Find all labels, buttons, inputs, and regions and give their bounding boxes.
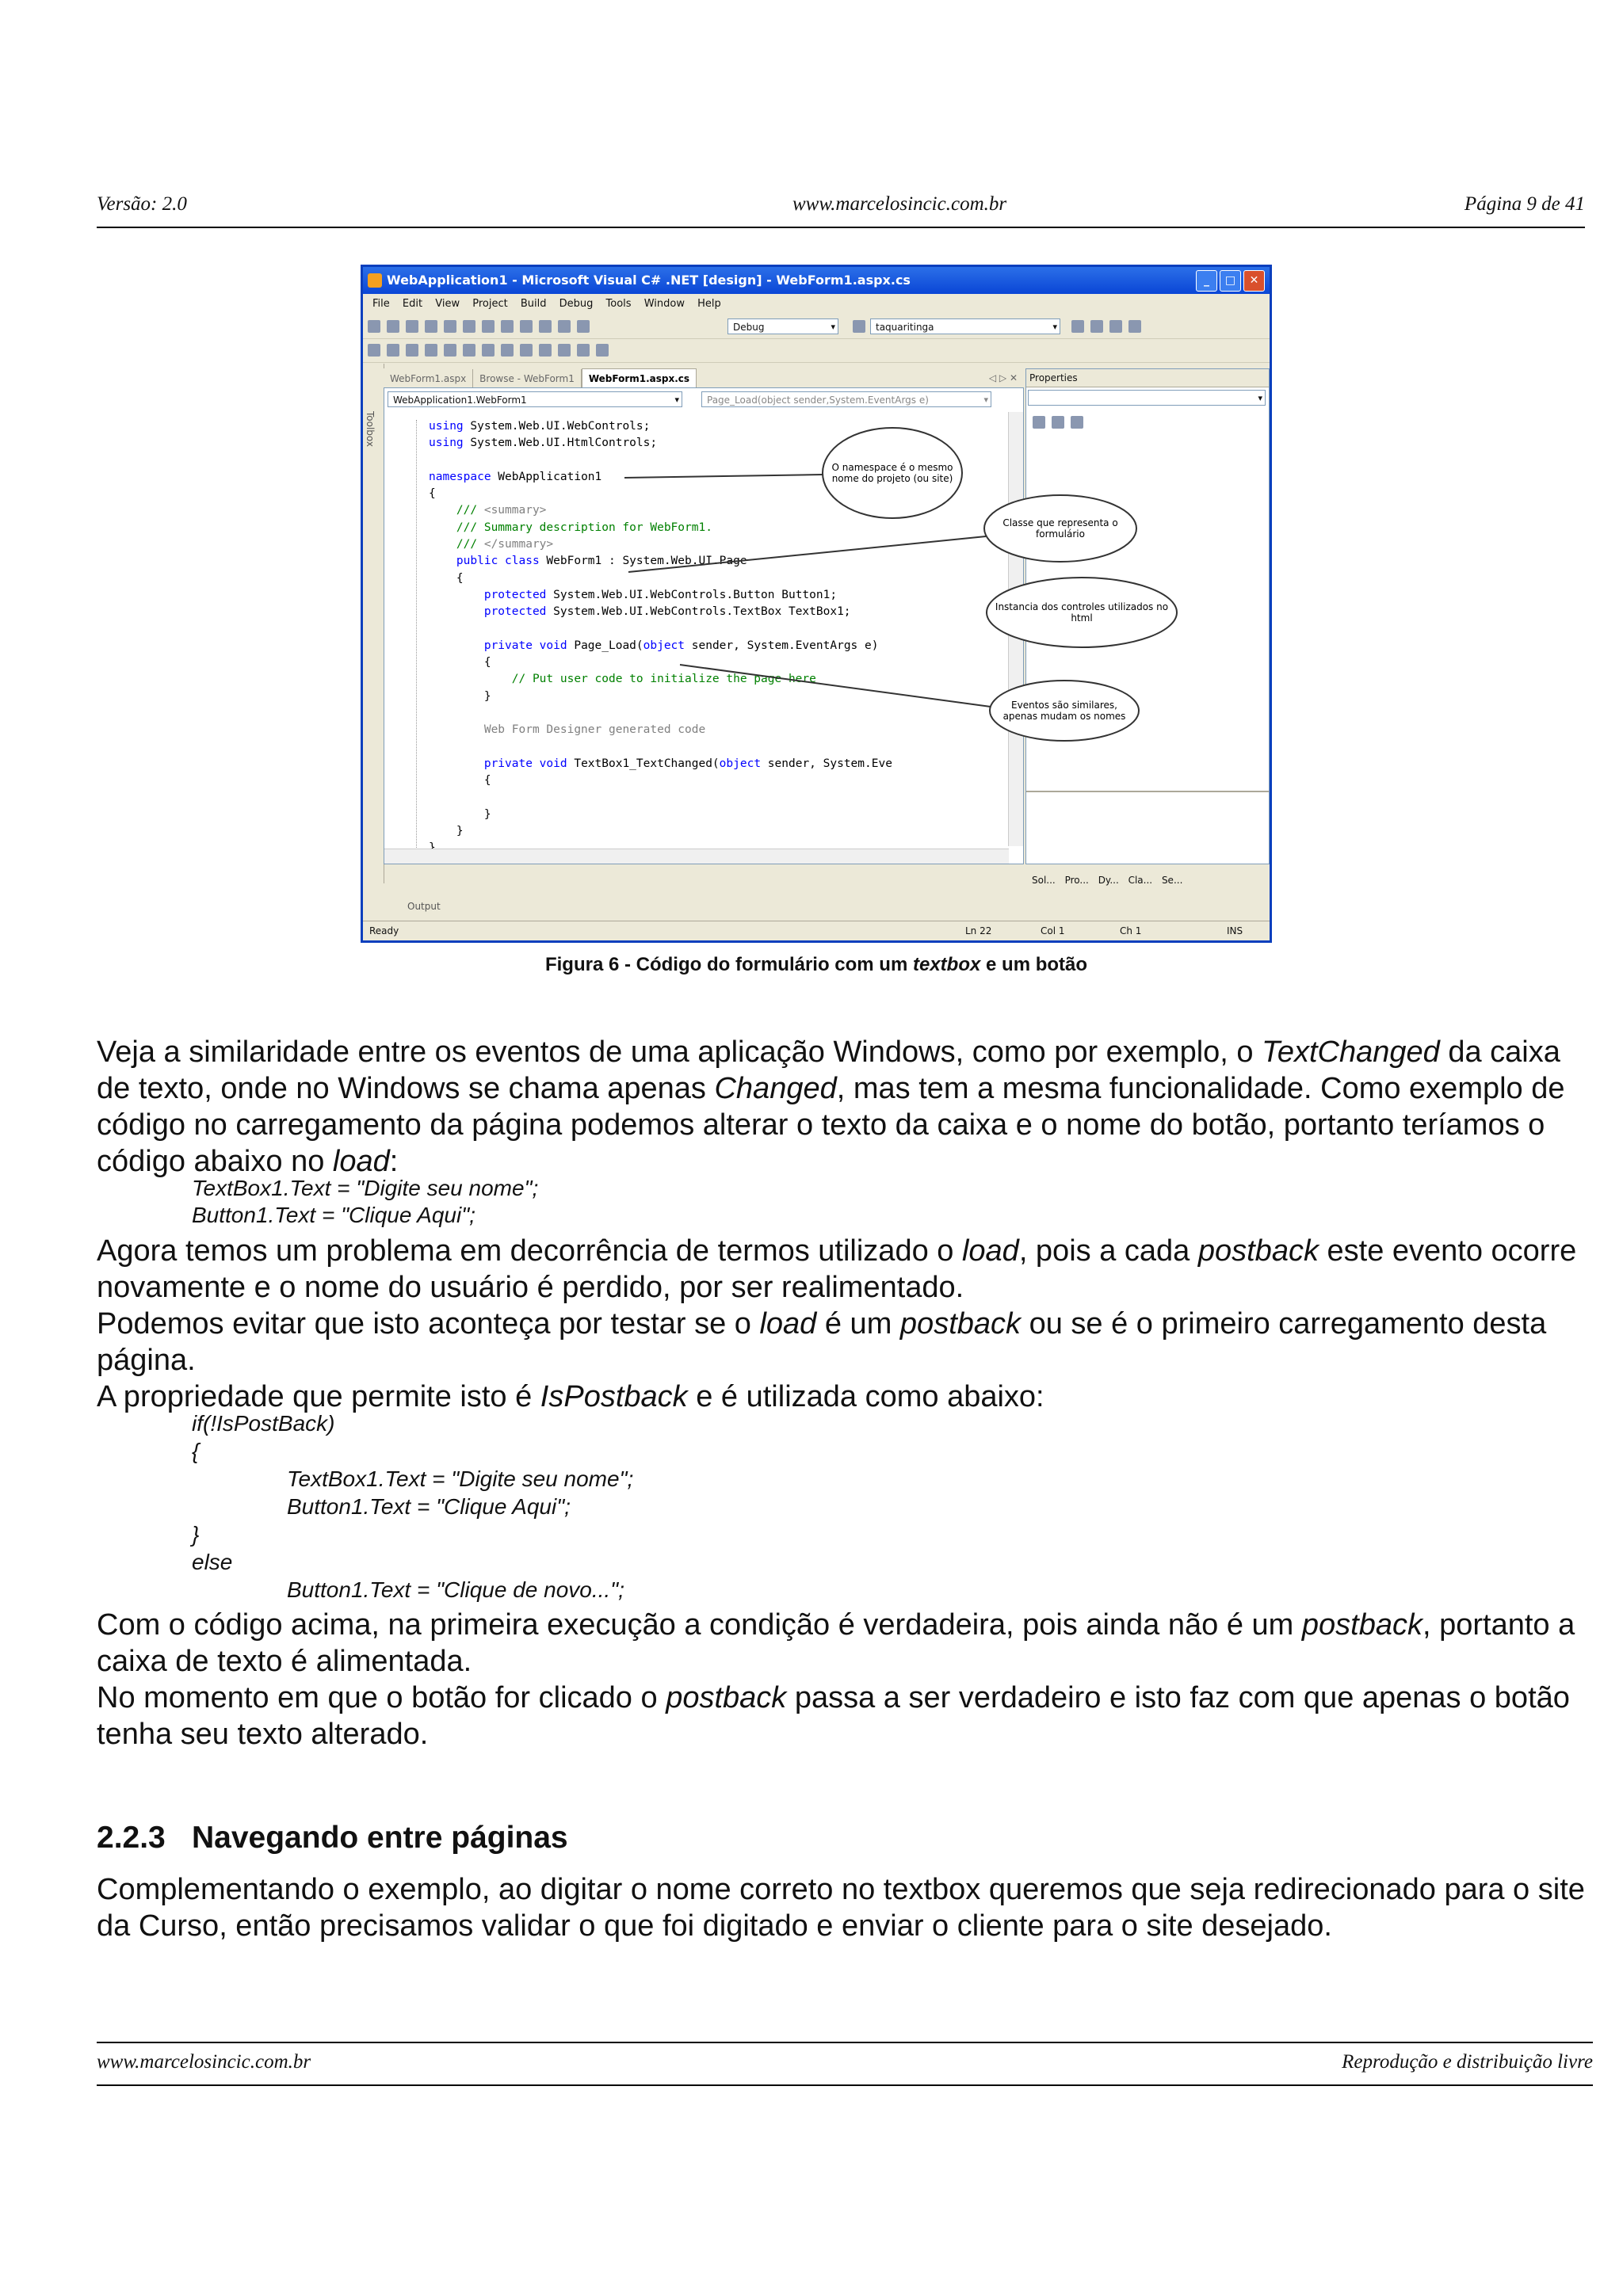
tab-dynamic-help[interactable]: Dy... <box>1098 875 1119 886</box>
paragraph-1 <box>97 1034 1587 1180</box>
ide-screenshot <box>361 265 1272 943</box>
italic-term: TextChanged <box>1262 1035 1440 1069</box>
menu-debug[interactable]: Debug <box>559 298 594 310</box>
code-token: </summary> <box>483 538 554 551</box>
code1-line-2: Button1.Text = "Clique Aqui"; <box>192 1203 475 1227</box>
italic-term: load <box>332 1145 390 1178</box>
code-token: public class <box>456 555 540 568</box>
class-combo[interactable]: WebApplication1.WebForm1 ▾ <box>388 391 682 407</box>
events-note: Eventos são similares, apenas mudam os nomes <box>1002 700 1126 722</box>
namespace-callout-line <box>624 475 823 478</box>
header-version: Versão: 2.0 <box>97 193 187 215</box>
text-run: , mas tem a mesma funcionalidade. Como exemplo de código no carregamento da página podemos alterar o texto da caixa e o nome do botão, portanto teríamos o código abaixo no <box>97 1072 1565 1178</box>
text-run: , portanto a caixa de texto é alimentada. <box>97 1608 1575 1678</box>
section-number: 2.2.3 <box>97 1821 166 1855</box>
code-token: <summary> <box>483 504 547 517</box>
code-token: { <box>483 656 491 669</box>
code-token: using <box>429 420 464 433</box>
tab-server-explorer[interactable]: Se... <box>1161 875 1183 886</box>
tab-close-icon[interactable]: ◁ ▷ ✕ <box>988 372 1018 383</box>
italic-term: load <box>759 1307 817 1341</box>
class-callout-line <box>628 536 986 572</box>
minimize-icon[interactable]: _ <box>1196 270 1217 292</box>
footer-license: Reprodução e distribuição livre <box>1342 2051 1593 2073</box>
output-label: Output <box>407 901 441 912</box>
text-run: : <box>389 1145 399 1178</box>
status-line: Ln 22 <box>965 925 992 936</box>
status-ready: Ready <box>369 925 399 936</box>
solution-config-combo[interactable]: Debug ▾ <box>727 318 838 334</box>
code-token: sender, System.Eve <box>761 757 892 770</box>
code-token: System.Web.UI.HtmlControls; <box>463 437 658 450</box>
code-token: Web Form Designer generated code <box>483 723 706 737</box>
maximize-icon[interactable]: □ <box>1220 270 1241 292</box>
italic-term: postback <box>1301 1608 1423 1642</box>
code-token: TextBox1_TextChanged( <box>567 757 720 770</box>
code-token: // Put user code to initialize the page here <box>511 673 816 686</box>
status-char: Ch 1 <box>1120 925 1142 936</box>
tab-solution-explorer[interactable]: Sol... <box>1032 875 1056 886</box>
menu-project[interactable]: Project <box>472 298 508 310</box>
menu-edit[interactable]: Edit <box>402 298 423 310</box>
header-site: www.marcelosincic.com.br <box>792 193 1007 215</box>
code-token: { <box>429 487 436 501</box>
code-token: /// Summary description for WebForm1. <box>456 521 712 534</box>
status-insert: INS <box>1227 925 1243 936</box>
code-token: System.Web.UI.WebControls; <box>463 420 651 433</box>
text-run: Veja a similaridade entre os eventos de uma aplicação Windows, como por exemplo, o <box>97 1035 1262 1069</box>
figure-caption: Figura 6 - Código do formulário com um textbox e um botão <box>544 954 1088 975</box>
controls-note: Instancia dos controles utilizados no html <box>995 601 1169 624</box>
text-run: da caixa de texto, onde no Windows se chama apenas <box>97 1035 1560 1105</box>
text-run: Complementando o exemplo, ao digitar o nome correto no textbox queremos que seja redirecionado para o site da Curso, então precisamos validar o que foi digitado e enviar o cliente para o site desejado. <box>97 1873 1585 1943</box>
method-combo[interactable]: Page_Load(object sender,System.EventArgs e) ▾ <box>701 391 991 407</box>
paragraph-7 <box>97 1871 1587 1944</box>
paragraph-5 <box>97 1607 1587 1680</box>
class-note: Classe que representa o formulário <box>1002 517 1118 540</box>
toolbox-label: Toolbox <box>365 411 376 447</box>
tab-webform1-aspx-cs[interactable]: WebForm1.aspx.cs <box>582 368 697 388</box>
text-run: Com o código acima, na primeira execução a condição é verdadeira, pois ainda não é um <box>97 1608 1302 1642</box>
italic-term: load <box>961 1234 1019 1268</box>
italic-term: postback <box>1197 1234 1319 1268</box>
code-token: Page_Load( <box>567 639 643 652</box>
footer-site: www.marcelosincic.com.br <box>97 2051 311 2073</box>
tab-properties[interactable]: Pro... <box>1064 875 1089 886</box>
code-token: WebApplication1 <box>491 470 602 483</box>
italic-term: postback <box>899 1307 1022 1341</box>
code-token: private void <box>483 757 567 770</box>
text-run: este evento ocorre novamente e o nome do usuário é perdido, por ser realimentado. <box>97 1234 1577 1304</box>
section-title: Navegando entre páginas <box>192 1821 568 1855</box>
code-token: } <box>483 807 491 821</box>
text-run: ou se é o primeiro carregamento desta página. <box>97 1307 1547 1377</box>
code-token: /// <box>456 538 484 551</box>
tab-browse-webform1[interactable]: Browse - WebForm1 <box>473 369 582 388</box>
tab-class-view[interactable]: Cla... <box>1128 875 1153 886</box>
text-run: , pois a cada <box>1018 1234 1198 1268</box>
code-token: } <box>456 825 464 838</box>
code-token: object <box>643 639 685 652</box>
namespace-note: O namespace é o mesmo nome do projeto (ou site) <box>831 462 953 484</box>
paragraph-3 <box>97 1306 1587 1379</box>
italic-term: postback <box>666 1681 787 1714</box>
code2-line: Button1.Text = "Clique de novo..."; <box>287 1577 624 1602</box>
code-token: protected <box>483 588 547 601</box>
code-token: { <box>483 774 491 788</box>
code2-line: Button1.Text = "Clique Aqui"; <box>287 1494 571 1519</box>
italic-term: IsPostback <box>540 1380 688 1413</box>
paragraph-2 <box>97 1233 1587 1306</box>
code-token: } <box>483 689 491 703</box>
tab-webform1-aspx[interactable]: WebForm1.aspx <box>384 369 473 388</box>
menu-build[interactable]: Build <box>520 298 547 310</box>
menu-help[interactable]: Help <box>697 298 721 310</box>
code-token: private void <box>483 639 567 652</box>
page-header <box>97 192 1585 228</box>
paragraph-6 <box>97 1680 1587 1753</box>
code2-line: else <box>192 1550 233 1574</box>
code-token: /// <box>456 504 484 517</box>
code-token: protected <box>483 605 547 619</box>
ide-title: WebApplication1 - Microsoft Visual C# .NET [design] - WebForm1.aspx.cs <box>387 273 911 288</box>
code2-line: } <box>192 1522 200 1547</box>
menu-window[interactable]: Window <box>643 298 685 310</box>
text-run: No momento em que o botão for clicado o <box>97 1681 666 1714</box>
code-token: { <box>456 571 464 585</box>
code1-line-1: TextBox1.Text = "Digite seu nome"; <box>192 1176 539 1200</box>
code-token: namespace <box>429 470 491 483</box>
menu-view[interactable]: View <box>435 298 460 310</box>
text-run: passa a ser verdadeiro e isto faz com que apenas o botão tenha seu texto alterado. <box>97 1681 1570 1751</box>
code-token: using <box>429 437 464 450</box>
text-run: Podemos evitar que isto aconteça por testar se o <box>97 1307 760 1341</box>
code-token: WebForm1 : System.Web.UI.Page <box>539 555 747 568</box>
properties-title: Properties <box>1026 369 1269 387</box>
page-footer <box>97 2042 1593 2086</box>
events-callout-line <box>680 665 991 707</box>
find-combo[interactable]: taquaritinga ▾ <box>870 318 1060 334</box>
menu-file[interactable]: File <box>372 298 390 310</box>
text-run: e é utilizada como abaixo: <box>687 1380 1044 1413</box>
status-column: Col 1 <box>1041 925 1065 936</box>
menu-tools[interactable]: Tools <box>605 298 632 310</box>
code2-line: TextBox1.Text = "Digite seu nome"; <box>287 1466 634 1491</box>
header-page-number: Página 9 de 41 <box>1464 193 1585 215</box>
code-token: System.Web.UI.WebControls.TextBox TextBox1; <box>546 605 851 619</box>
text-run: é um <box>816 1307 900 1341</box>
italic-term: Changed <box>714 1072 837 1105</box>
close-icon[interactable]: ✕ <box>1243 270 1265 292</box>
code-token: sender, System.EventArgs e) <box>685 639 879 652</box>
code-token: object <box>719 757 762 770</box>
text-run: Agora temos um problema em decorrência de termos utilizado o <box>97 1234 962 1268</box>
code-token: System.Web.UI.WebControls.Button Button1; <box>546 588 838 601</box>
code2-line: { <box>192 1439 200 1463</box>
text-run: A propriedade que permite isto é <box>97 1380 540 1413</box>
code2-line: if(!IsPostBack) <box>192 1411 335 1436</box>
section-heading <box>97 1821 568 1855</box>
